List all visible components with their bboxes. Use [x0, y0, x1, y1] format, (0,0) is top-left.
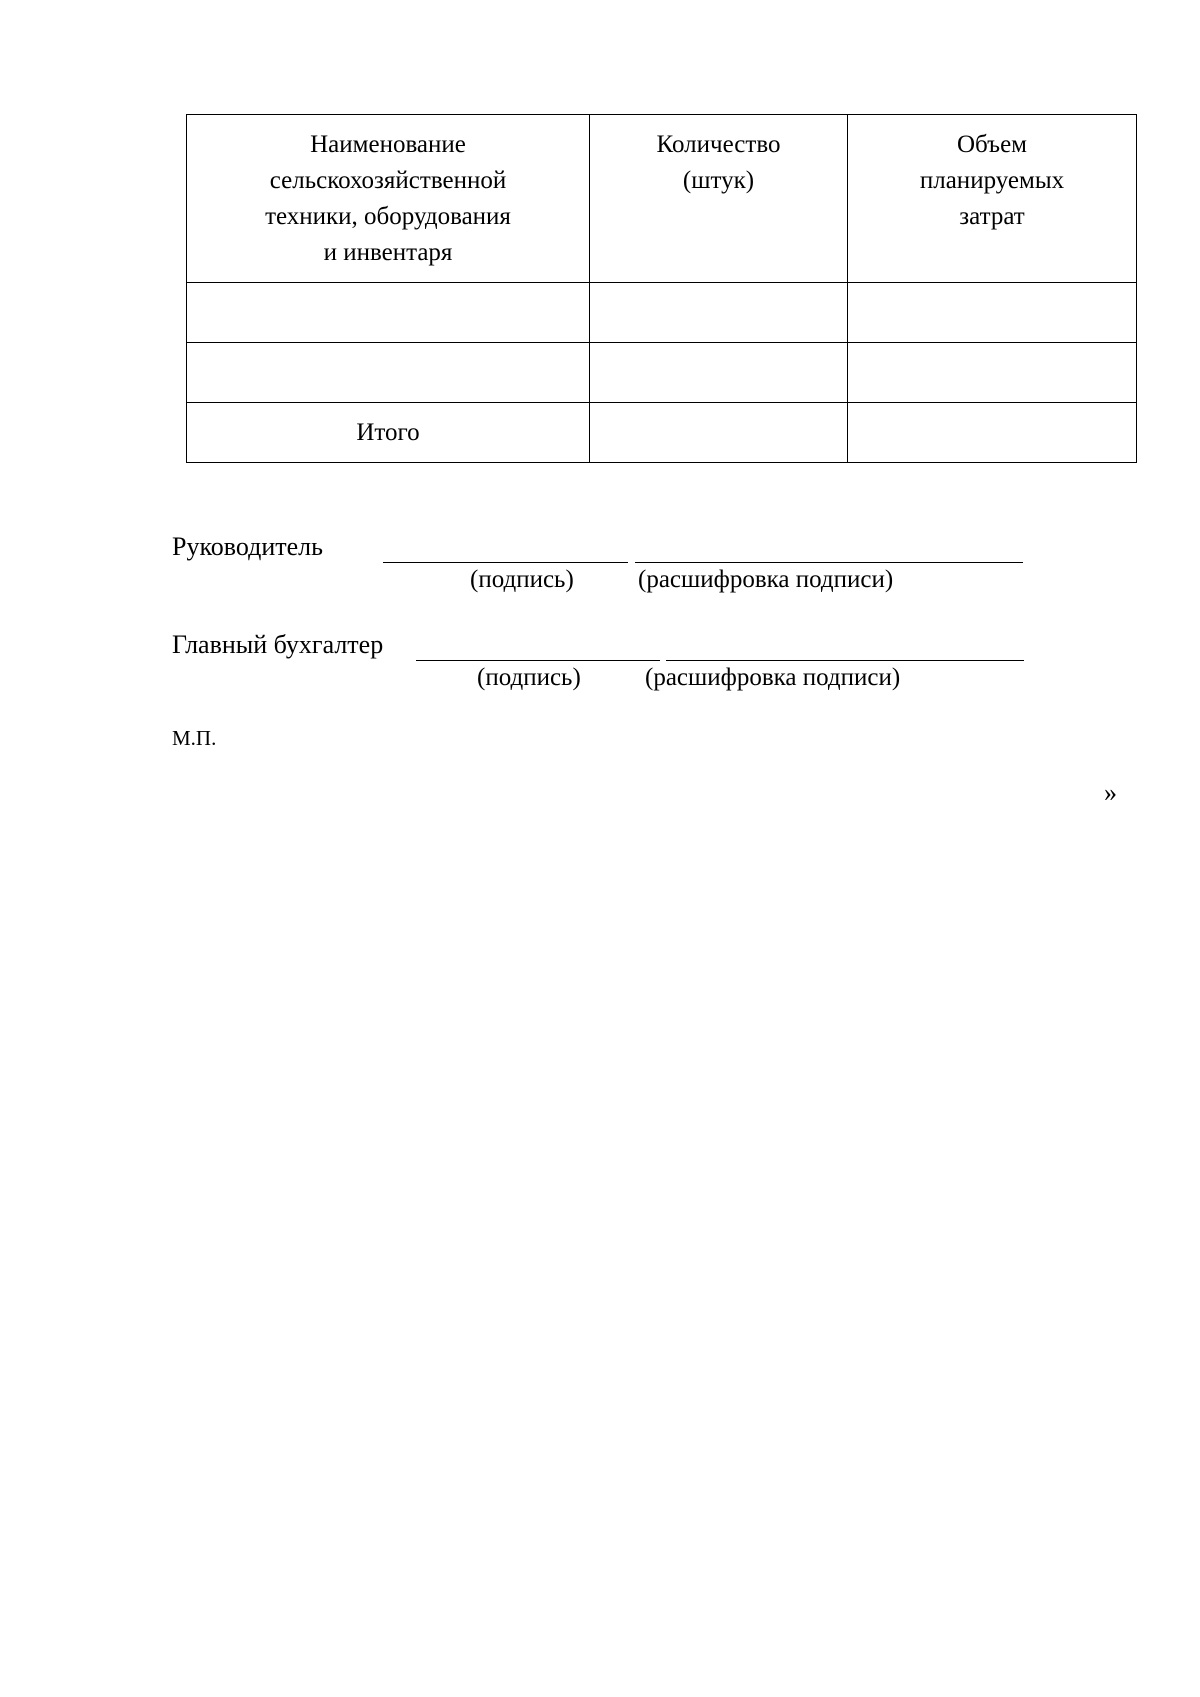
header-equipment-name — [187, 115, 590, 283]
stamp-place-label: М.П. — [172, 726, 217, 750]
accountant-decode-hint: (расшифровка подписи) — [645, 664, 901, 691]
header-text-line: Наименование — [310, 131, 466, 158]
header-text-line: техники, оборудования — [265, 203, 511, 230]
head-decode-hint: (расшифровка подписи) — [638, 566, 894, 593]
table-total-row — [187, 403, 1137, 463]
head-label: Руководитель — [172, 532, 323, 561]
table-cell — [590, 283, 848, 343]
accountant-signature-hint: (подпись) — [477, 664, 581, 691]
equipment-costs-table — [186, 114, 1137, 463]
header-quantity — [590, 115, 848, 283]
table-cell — [848, 403, 1137, 463]
header-text-line: затрат — [959, 203, 1025, 230]
table-cell — [848, 343, 1137, 403]
header-text-line: Количество — [656, 131, 781, 158]
table-cell — [848, 283, 1137, 343]
accountant-decode-line — [666, 660, 1024, 661]
header-text-line: сельскохозяйственной — [269, 167, 507, 194]
table-row — [187, 343, 1137, 403]
table-header-row — [187, 115, 1137, 283]
header-text-line: планируемых — [919, 167, 1065, 194]
head-signature-hint: (подпись) — [470, 566, 574, 593]
table-cell — [187, 283, 590, 343]
table-row — [187, 283, 1137, 343]
head-signature-line — [383, 562, 628, 563]
total-label: Итого — [187, 403, 590, 463]
header-text-line: Объем — [957, 131, 1027, 158]
header-text-line: и инвентаря — [323, 239, 453, 266]
closing-quote: » — [1104, 778, 1117, 807]
accountant-signature-line — [416, 660, 660, 661]
table-cell — [590, 403, 848, 463]
table-cell — [187, 343, 590, 403]
header-planned-costs — [848, 115, 1137, 283]
header-text-line: (штук) — [682, 167, 755, 194]
table-cell — [590, 343, 848, 403]
accountant-label: Главный бухгалтер — [172, 630, 384, 659]
head-decode-line — [635, 562, 1023, 563]
